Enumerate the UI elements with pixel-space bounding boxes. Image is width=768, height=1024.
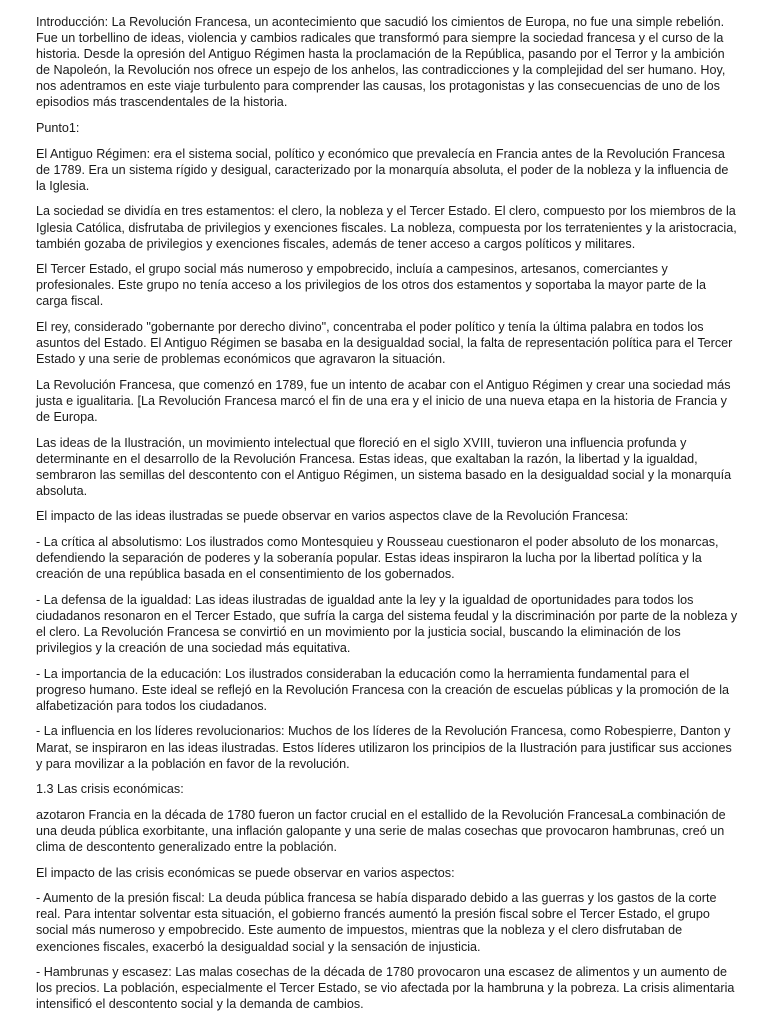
heading-punto1: Punto1: [36, 121, 80, 136]
paragraph-impacto-ideas: El impacto de las ideas ilustradas se puede observar en varios aspectos clave de la Revolución Francesa: [36, 509, 629, 524]
list-item-educacion: - La importancia de la educación: Los ilustrados consideraban la educación como la herramienta fundamental para el progreso humano. Este ideal se reflejó en la Revolución Francesa con la creación de escuelas públicas y la promoción de la alfabetización para todos los ciudadanos. [36, 666, 730, 713]
paragraph-tercer-estado: El Tercer Estado, el grupo social más numeroso y empobrecido, incluía a campesinos, artesanos, comerciantes y profesionales. Este grupo no tenía acceso a los privilegios de los otros dos estamentos y soportaba la mayor parte de la carga fiscal. [36, 262, 706, 309]
list-item-critica-absolutismo: - La crítica al absolutismo: Los ilustrados como Montesquieu y Rousseau cuestionaron el poder absoluto de los monarcas, defendiendo la separación de poderes y la soberanía popular. Estas ideas inspiraron la lucha por la libertad política y la creación de una república basada en el consentimiento de los gobernados. [36, 535, 719, 582]
paragraph-antiguo-regimen: El Antiguo Régimen: era el sistema social, político y económico que prevalecía en Francia antes de la Revolución Francesa de 1789. Era un sistema rígido y desigual, caracterizado por la monarquía absoluta, el poder de la nobleza y la influencia de la Iglesia. [36, 146, 729, 193]
paragraph-crisis-1780: azotaron Francia en la década de 1780 fueron un factor crucial en el estallido de la Revolución FrancesaLa combinación de una deuda pública exorbitante, una inflación galopante y una serie de malas cosechas que provocaron hambrunas, creó un clima de descontento generalizado entre la población. [36, 807, 726, 855]
heading-crisis-economicas: 1.3 Las crisis económicas: [36, 782, 184, 797]
paragraph-impacto-crisis: El impacto de las crisis económicas se puede observar en varios aspectos: [36, 865, 455, 880]
paragraph-introduccion: Introducción: La Revolución Francesa, un acontecimiento que sacudió los cimientos de Europa, no fue una simple rebelión. Fue un torbellino de ideas, violencia y cambios radicales que transformó para siempre la sociedad francesa y el curso de la historia. Desde la opresión del Antiguo Régimen hasta la proclamación de la República, pasando por el Terror y la ambición de Napoleón, la Revolución nos ofrece un espejo de los anhelos, las contradicciones y la complejidad del ser humano. Hoy, nos adentramos en este viaje turbulento para comprender las causas, los protagonistas y las consecuencias de uno de los episodios más trascendentales de la historia. [36, 15, 726, 110]
paragraph-revolucion-1789: La Revolución Francesa, que comenzó en 1789, fue un intento de acabar con el Antiguo Régimen y crear una sociedad más justa e igualitaria. [La Revolución Francesa marcó el fin de una era y el inicio de una nueva etapa en la historia de Francia y de Europa. [36, 377, 731, 424]
list-item-presion-fiscal: - Aumento de la presión fiscal: La deuda pública francesa se había disparado debido a las guerras y los gastos de la corte real. Para intentar solventar esta situación, el gobierno francés aumentó la presión fiscal sobre el Tercer Estado, el grupo social más numeroso y empobrecido. Este aumento de impuestos, mientras que la nobleza y el clero disfrutaban de exenciones fiscales, exacerbó la desigualdad social y la sensación de injusticia. [36, 891, 717, 954]
list-item-defensa-igualdad: - La defensa de la igualdad: Las ideas ilustradas de igualdad ante la ley y la igualdad de oportunidades para todos los ciudadanos resonaron en el Tercer Estado, que sufría la carga del sistema feudal y la discriminación por parte de la nobleza y el clero. La Revolución Francesa se convirtió en un movimiento por la justicia social, buscando la eliminación de los privilegios y la creación de una sociedad más equitativa. [36, 592, 738, 656]
list-item-lideres: - La influencia en los líderes revolucionarios: Muchos de los líderes de la Revolución Francesa, como Robespierre, Danton y Marat, se inspiraron en las ideas ilustradas. Estos líderes utilizaron los principios de la Ilustración para justificar sus acciones y para movilizar a la población en favor de la revolución. [36, 724, 732, 771]
document-page [36, 14, 740, 1022]
list-item-hambrunas: - Hambrunas y escasez: Las malas cosechas de la década de 1780 provocaron una escasez de alimentos y un aumento de los precios. La población, especialmente el Tercer Estado, se vio afectada por la hambruna y la pobreza. La crisis alimentaria intensificó el descontento social y la demanda de cambios. [36, 965, 735, 1012]
paragraph-estamentos: La sociedad se dividía en tres estamentos: el clero, la nobleza y el Tercer Estado. El clero, compuesto por los miembros de la Iglesia Católica, disfrutaba de privilegios y exenciones fiscales. La nobleza, compuesta por los terratenientes y la aristocracia, también gozaba de privilegios y exenciones fiscales, además de tener acceso a cargos políticos y militares. [36, 204, 737, 251]
paragraph-ilustracion: Las ideas de la Ilustración, un movimiento intelectual que floreció en el siglo XVIII, tuvieron una influencia profunda y determinante en el desarrollo de la Revolución Francesa. Estas ideas, que exaltaban la razón, la libertad y la igualdad, sembraron las semillas del descontento con el Antiguo Régimen, un sistema basado en la desigualdad social y la monarquía absoluta. [36, 435, 732, 498]
paragraph-rey: El rey, considerado "gobernante por derecho divino", concentraba el poder político y tenía la última palabra en todos los asuntos del Estado. El Antiguo Régimen se basaba en la desigualdad social, la falta de representación política para el Tercer Estado y una serie de problemas económicos que agravaron la situación. [36, 320, 733, 367]
